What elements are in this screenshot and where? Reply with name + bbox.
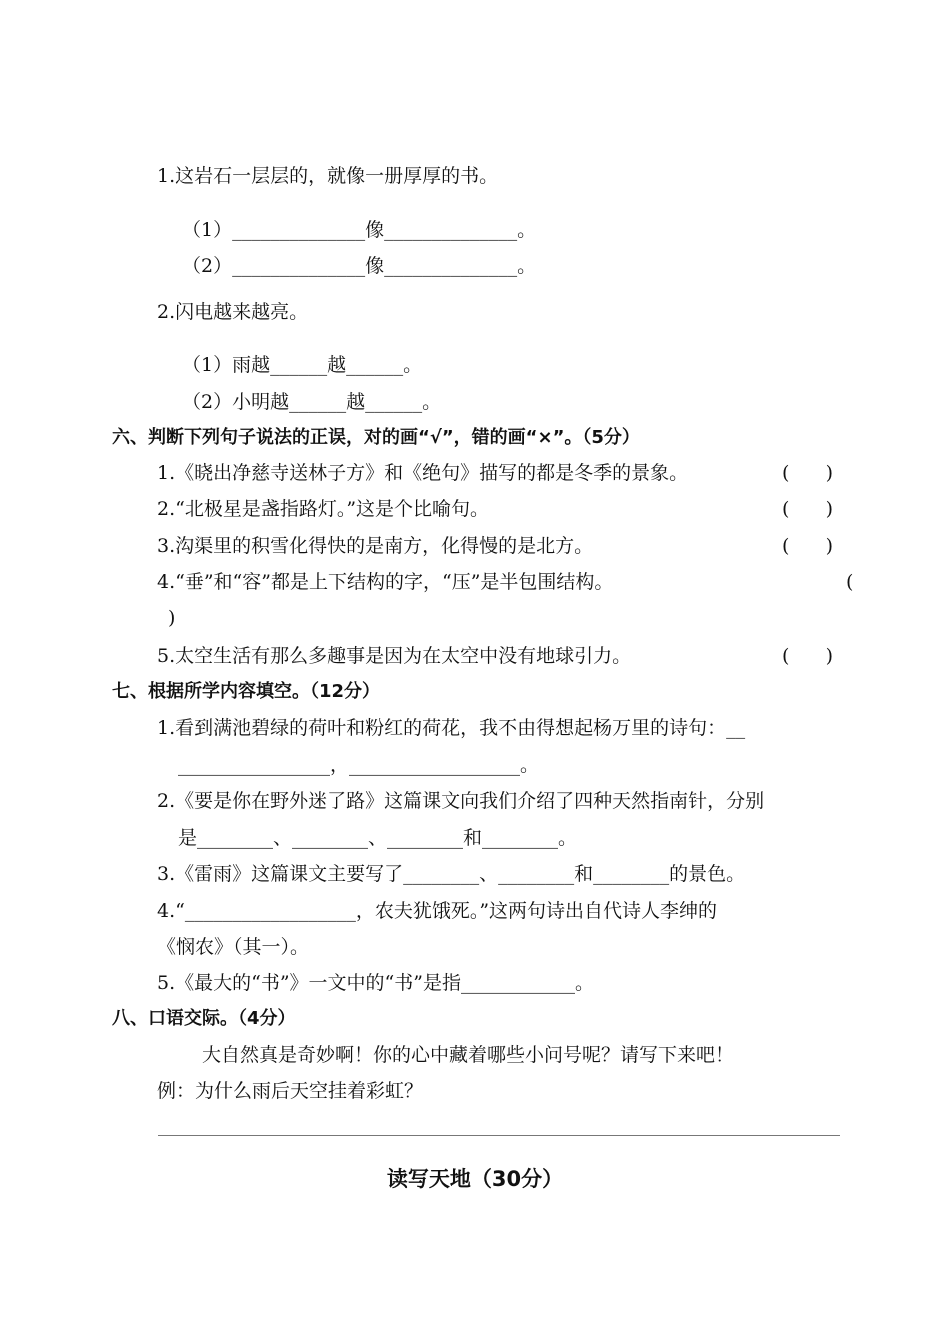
footer-section-title: 读写天地（30分） (386, 1167, 564, 1191)
s5-q1-blank-1: （1）______________像______________。 (182, 219, 537, 241)
s7-q1-blanks: ________________，__________________。 (178, 754, 540, 776)
s6-item-1: 1.《晓出净慈寺送林子方》和《绝句》描写的都是冬季的景象。 (157, 462, 689, 484)
section-7-heading: 七、根据所学内容填空。（12分） (112, 681, 381, 702)
section-6-heading: 六、判断下列句子说法的正误，对的画“√”，错的画“×”。（5分） (112, 427, 640, 448)
s5-q2-blank-1: （1）雨越______越______。 (182, 354, 423, 376)
s6-item-2: 2.“北极星是盏指路灯。”这是个比喻句。 (157, 498, 490, 520)
s7-q4: 4.“__________________，农夫犹饿死。”这两句诗出自代诗人李绅的 (157, 900, 718, 922)
s5-q2-blank-2: （2）小明越______越______。 (182, 391, 442, 413)
s6-answer-paren-4-close: ) (168, 607, 176, 629)
s6-answer-paren-4-open: ( (846, 571, 854, 593)
s7-q4-cont: 《悯农》（其一）。 (157, 936, 310, 958)
s6-item-5: 5.太空生活有那么多趣事是因为在太空中没有地球引力。 (157, 645, 632, 667)
answer-line (158, 1135, 840, 1136)
s6-answer-paren-5: ( ) (782, 645, 834, 667)
s6-answer-paren-1: ( ) (782, 462, 834, 484)
s5-q2: 2.闪电越来越亮。 (157, 301, 309, 323)
s6-item-4: 4.“垂”和“容”都是上下结构的字，“压”是半包围结构。 (157, 571, 614, 593)
s7-q1: 1.看到满池碧绿的荷叶和粉红的荷花，我不由得想起杨万里的诗句：__ (157, 717, 746, 739)
s5-q1: 1.这岩石一层层的，就像一册厚厚的书。 (157, 165, 499, 187)
s7-q2: 2.《要是你在野外迷了路》这篇课文向我们介绍了四种天然指南针，分别 (157, 790, 765, 812)
s6-answer-paren-2: ( ) (782, 498, 834, 520)
s6-answer-paren-3: ( ) (782, 535, 834, 557)
s7-q5: 5.《最大的“书”》一文中的“书”是指____________。 (157, 972, 594, 994)
s5-q1-blank-2: （2）______________像______________。 (182, 255, 537, 277)
s8-prompt: 大自然真是奇妙啊！你的心中藏着哪些小问号呢？请写下来吧！ (202, 1044, 735, 1066)
s7-q2-blanks: 是________、________、________和________。 (178, 827, 578, 849)
s6-item-3: 3.沟渠里的积雪化得快的是南方，化得慢的是北方。 (157, 535, 594, 557)
s7-q3: 3.《雷雨》这篇课文主要写了________、________和________的景色。 (157, 863, 746, 885)
s8-example: 例：为什么雨后天空挂着彩虹？ (157, 1080, 424, 1102)
section-8-heading: 八、口语交际。（4分） (112, 1008, 296, 1029)
